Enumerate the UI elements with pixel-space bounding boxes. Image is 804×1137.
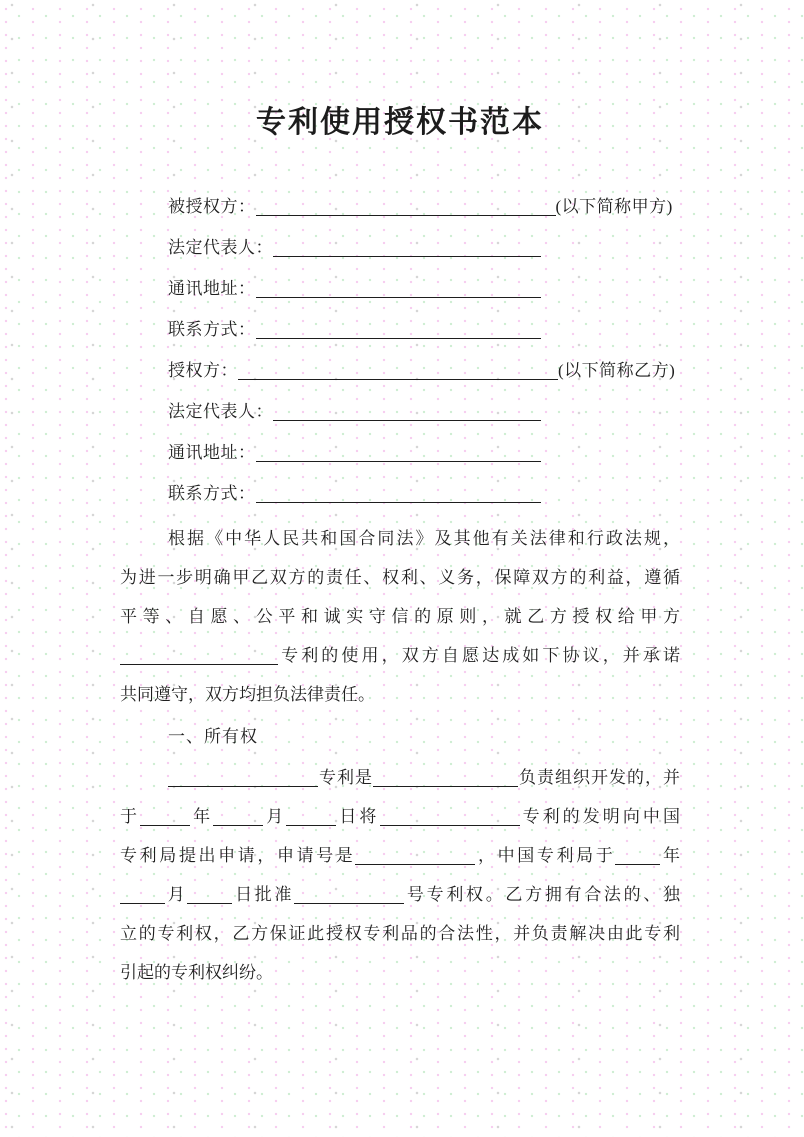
line-text: 共同遵守，双方均担负法律责任。 xyxy=(120,685,375,704)
row-label: 联系方式： xyxy=(168,484,256,503)
paragraph-line xyxy=(120,558,680,597)
form-row xyxy=(120,227,680,268)
row-suffix: (以下简称甲方) xyxy=(555,197,673,216)
blank-field xyxy=(238,377,558,380)
line-text: 负责组织开发的，并 xyxy=(518,768,680,787)
form-row xyxy=(120,186,680,227)
row-label: 法定代表人： xyxy=(168,238,273,257)
line-text: 年 xyxy=(190,807,214,826)
line-text: 日批准 xyxy=(232,885,295,904)
line-text: 日将 xyxy=(336,807,380,826)
blank-field xyxy=(168,784,318,787)
form-row xyxy=(120,473,680,514)
line-text: 专利是 xyxy=(318,768,373,787)
blank-field xyxy=(256,213,556,216)
line-text: 年 xyxy=(660,846,681,865)
form-row xyxy=(120,268,680,309)
line-text: 专利的发明向中国 xyxy=(519,807,680,826)
paragraph-line xyxy=(120,675,680,714)
paragraph-line xyxy=(120,914,680,953)
page-title: 专利使用授权书范本 xyxy=(256,106,544,139)
row-label: 联系方式： xyxy=(168,320,256,339)
intro-paragraph xyxy=(120,519,680,714)
line-text: 立的专利权，乙方保证此授权专利品的合法性，并负责解决由此专利 xyxy=(120,924,680,943)
line-text: 月 xyxy=(165,885,188,904)
paragraph-line xyxy=(120,797,680,836)
form-row xyxy=(120,309,680,350)
paragraph-line xyxy=(120,836,680,875)
blank-field xyxy=(294,901,404,904)
line-text: 专利局提出申请，申请号是 xyxy=(120,846,356,865)
party-info-section xyxy=(120,186,680,514)
line-text: 于 xyxy=(120,807,141,826)
blank-field xyxy=(380,823,520,826)
form-row xyxy=(120,432,680,473)
row-label: 通讯地址： xyxy=(168,279,256,298)
paragraph-line xyxy=(120,519,680,558)
row-suffix: (以下简称乙方) xyxy=(558,361,676,380)
row-label: 法定代表人： xyxy=(168,402,273,421)
blank-field xyxy=(140,823,190,826)
line-text: 号专利权。乙方拥有合法的、独 xyxy=(404,885,681,904)
row-label: 授权方： xyxy=(168,361,238,380)
blank-field xyxy=(373,784,518,787)
blank-field xyxy=(120,901,165,904)
blank-field xyxy=(273,418,541,421)
form-row xyxy=(120,350,680,391)
row-label: 通讯地址： xyxy=(168,443,256,462)
blank-field xyxy=(187,901,232,904)
blank-field xyxy=(286,823,336,826)
row-label: 被授权方： xyxy=(168,197,256,216)
blank-field xyxy=(355,862,475,865)
paragraph-line xyxy=(120,758,680,797)
section-heading-ownership: 一、所有权 xyxy=(168,727,258,746)
line-text: ，中国专利局于 xyxy=(475,846,616,865)
blank-field xyxy=(273,254,541,257)
blank-field xyxy=(256,500,541,503)
form-row xyxy=(120,391,680,432)
blank-field xyxy=(256,295,541,298)
paragraph-line xyxy=(120,597,680,636)
line-text: 根据《中华人民共和国合同法》及其他有关法律和行政法规， xyxy=(168,529,680,548)
line-text: 平等、自愿、公平和诚实守信的原则，就乙方授权给甲方 xyxy=(120,607,680,626)
paragraph-line xyxy=(120,953,680,992)
paragraph-line xyxy=(120,875,680,914)
document-content xyxy=(120,0,680,992)
section1-paragraph xyxy=(120,758,680,992)
blank-field xyxy=(256,459,541,462)
line-text: 月 xyxy=(263,807,287,826)
line-text: 专利的使用，双方自愿达成如下协议，并承诺 xyxy=(278,646,680,665)
blank-field xyxy=(256,336,541,339)
blank-field xyxy=(120,662,278,665)
line-text: 为进一步明确甲乙双方的责任、权利、义务，保障双方的利益，遵循 xyxy=(120,568,680,587)
blank-field xyxy=(213,823,263,826)
line-text: 引起的专利权纠纷。 xyxy=(120,963,273,982)
blank-field xyxy=(615,862,660,865)
paragraph-line xyxy=(120,636,680,675)
